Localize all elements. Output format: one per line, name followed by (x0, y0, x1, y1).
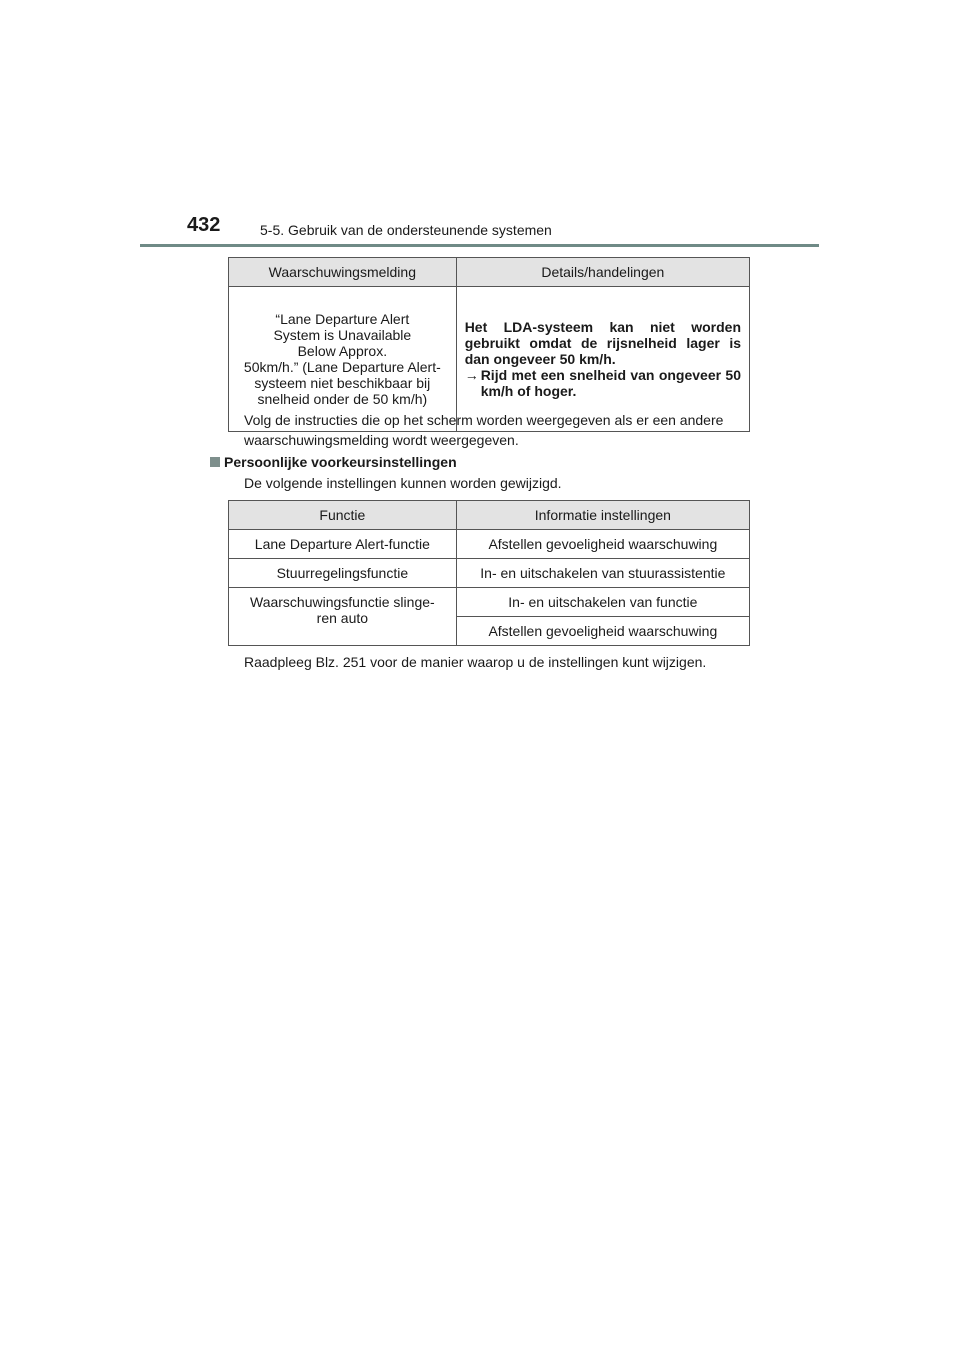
column-header-details: Details/handelingen (456, 258, 749, 287)
info-cell: In- en uitschakelen van stuurassistentie (456, 559, 749, 588)
table-row (229, 588, 750, 617)
preferences-reference: Raadpleeg Blz. 251 voor de manier waarop u de instellingen kunt wijzigen. (244, 654, 707, 670)
details-text: Het LDA-systeem kan niet worden gebruikt omdat de rijsnelheid lager is dan ongeveer 50 km/h. (464, 319, 741, 367)
warning-message-table (228, 257, 750, 432)
function-cell (229, 588, 457, 646)
action-text: Rijd met een snelheid van ongeveer 50 km/h of hoger. (480, 367, 741, 399)
action-item (465, 367, 741, 399)
section-title: 5-5. Gebruik van de ondersteunende systemen (260, 222, 552, 238)
column-header-info: Informatie instellingen (456, 501, 749, 530)
column-header-function: Functie (229, 501, 457, 530)
info-cell: Afstellen gevoeligheid waarschuwing (456, 617, 749, 646)
page-number: 432 (187, 214, 221, 236)
table-header-row (229, 258, 750, 287)
preferences-heading (210, 452, 457, 472)
info-cell: In- en uitschakelen van functie (456, 588, 749, 617)
function-cell: Lane Departure Alert-functie (229, 530, 457, 559)
column-header-warning: Waarschuwingsmelding (229, 258, 457, 287)
arrow-right-icon: → (464, 367, 479, 383)
table-row (229, 559, 750, 588)
note-text: Volg de instructies die op het scherm worden weergegeven als er een andere waarschuwingsmelding wordt weergegeven. (244, 412, 724, 448)
table-row (229, 530, 750, 559)
warning-message-line: snelheid onder de 50 km/h) (257, 391, 428, 407)
settings-table (228, 500, 750, 646)
function-cell: Stuurregelingsfunctie (229, 559, 457, 588)
preferences-intro: De volgende instellingen kunnen worden gewijzigd. (244, 475, 562, 491)
preferences-heading-text: Persoonlijke voorkeursinstellingen (224, 454, 457, 470)
warning-message-line: “Lane Departure Alert (275, 311, 410, 327)
warning-message-line: Below Approx. (297, 343, 388, 359)
square-bullet-icon (210, 457, 220, 467)
warning-message-line: systeem niet beschikbaar bij (254, 375, 431, 391)
table-header-row (229, 501, 750, 530)
warning-message-line: System is Unavailable (273, 327, 412, 343)
function-line: Waarschuwingsfunctie slinge- (250, 594, 435, 610)
header-rule (140, 244, 819, 247)
function-line: ren auto (316, 610, 369, 626)
info-cell: Afstellen gevoeligheid waarschuwing (456, 530, 749, 559)
warning-message-line: 50km/h.” (Lane Departure Alert- (243, 359, 441, 375)
